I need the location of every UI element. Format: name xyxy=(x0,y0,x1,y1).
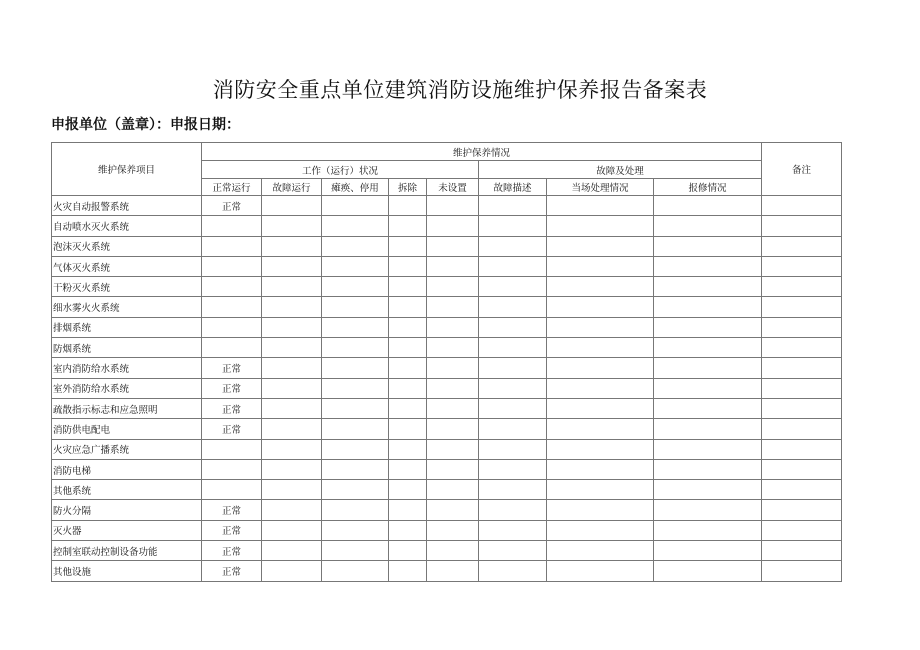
row-item-label: 排烟系统 xyxy=(52,317,202,337)
row-repair-cell xyxy=(654,439,762,459)
row-removed-cell xyxy=(389,419,427,439)
row-fault-description-cell xyxy=(479,358,547,378)
row-remark-cell xyxy=(762,236,842,256)
row-fault-operation-cell xyxy=(262,480,322,500)
row-remark-cell xyxy=(762,398,842,418)
row-fault-description-cell xyxy=(479,338,547,358)
row-removed-cell xyxy=(389,500,427,520)
row-fault-operation-cell xyxy=(262,541,322,561)
row-fault-description-cell xyxy=(479,541,547,561)
row-not-installed-cell xyxy=(427,459,479,479)
table-row xyxy=(52,277,842,297)
row-normal-operation-cell xyxy=(202,459,262,479)
row-not-installed-cell xyxy=(427,541,479,561)
row-onsite-handling-cell xyxy=(547,196,654,216)
col-paralyzed-disabled: 瘫痪、停用 xyxy=(322,179,389,196)
table-row xyxy=(52,196,842,216)
row-item-label: 火灾应急广播系统 xyxy=(52,439,202,459)
row-repair-cell xyxy=(654,358,762,378)
row-repair-cell xyxy=(654,216,762,236)
row-item-label: 火灾自动报警系统 xyxy=(52,196,202,216)
row-fault-operation-cell xyxy=(262,236,322,256)
row-not-installed-cell xyxy=(427,277,479,297)
row-normal-operation-cell: 正常 xyxy=(202,520,262,540)
row-onsite-handling-cell xyxy=(547,419,654,439)
row-repair-cell xyxy=(654,236,762,256)
table-row xyxy=(52,236,842,256)
col-not-installed: 未设置 xyxy=(427,179,479,196)
col-removed: 拆除 xyxy=(389,179,427,196)
row-onsite-handling-cell xyxy=(547,297,654,317)
row-item-label: 防烟系统 xyxy=(52,338,202,358)
row-not-installed-cell xyxy=(427,236,479,256)
row-removed-cell xyxy=(389,480,427,500)
row-not-installed-cell xyxy=(427,358,479,378)
row-repair-cell xyxy=(654,500,762,520)
row-fault-operation-cell xyxy=(262,216,322,236)
row-item-label: 室外消防给水系统 xyxy=(52,378,202,398)
applicant-line: 申报单位（盖章）：申报日期： xyxy=(51,117,240,133)
row-remark-cell xyxy=(762,419,842,439)
row-item-label: 其他系统 xyxy=(52,480,202,500)
row-normal-operation-cell: 正常 xyxy=(202,358,262,378)
row-item-label: 疏散指示标志和应急照明 xyxy=(52,398,202,418)
row-paralyzed-cell xyxy=(322,297,389,317)
row-repair-cell xyxy=(654,419,762,439)
row-not-installed-cell xyxy=(427,439,479,459)
row-remark-cell xyxy=(762,297,842,317)
row-fault-description-cell xyxy=(479,419,547,439)
table-row xyxy=(52,256,842,276)
row-onsite-handling-cell xyxy=(547,480,654,500)
row-fault-description-cell xyxy=(479,236,547,256)
row-remark-cell xyxy=(762,196,842,216)
row-fault-description-cell xyxy=(479,297,547,317)
table-row xyxy=(52,459,842,479)
row-item-label: 泡沫灭火系统 xyxy=(52,236,202,256)
row-onsite-handling-cell xyxy=(547,338,654,358)
row-removed-cell xyxy=(389,338,427,358)
table-row xyxy=(52,480,842,500)
row-onsite-handling-cell xyxy=(547,500,654,520)
table-row xyxy=(52,419,842,439)
row-normal-operation-cell xyxy=(202,297,262,317)
header-fault-handling: 故障及处理 xyxy=(479,161,762,179)
header-remark: 备注 xyxy=(762,143,842,196)
row-paralyzed-cell xyxy=(322,541,389,561)
header-maintenance-item: 维护保养项目 xyxy=(52,143,202,196)
table-row xyxy=(52,561,842,581)
row-paralyzed-cell xyxy=(322,358,389,378)
row-removed-cell xyxy=(389,561,427,581)
row-not-installed-cell xyxy=(427,520,479,540)
row-item-label: 干粉灭火系统 xyxy=(52,277,202,297)
row-repair-cell xyxy=(654,317,762,337)
row-remark-cell xyxy=(762,500,842,520)
row-onsite-handling-cell xyxy=(547,459,654,479)
row-repair-cell xyxy=(654,277,762,297)
row-normal-operation-cell xyxy=(202,256,262,276)
row-removed-cell xyxy=(389,256,427,276)
row-paralyzed-cell xyxy=(322,561,389,581)
row-remark-cell xyxy=(762,561,842,581)
row-not-installed-cell xyxy=(427,378,479,398)
header-maintenance-status: 维护保养情况 xyxy=(202,143,762,161)
row-normal-operation-cell: 正常 xyxy=(202,378,262,398)
row-remark-cell xyxy=(762,256,842,276)
row-item-label: 其他设施 xyxy=(52,561,202,581)
row-repair-cell xyxy=(654,561,762,581)
table-row xyxy=(52,216,842,236)
table-row xyxy=(52,358,842,378)
table-row xyxy=(52,439,842,459)
row-normal-operation-cell: 正常 xyxy=(202,398,262,418)
row-remark-cell xyxy=(762,378,842,398)
row-removed-cell xyxy=(389,196,427,216)
row-repair-cell xyxy=(654,338,762,358)
row-paralyzed-cell xyxy=(322,459,389,479)
row-fault-operation-cell xyxy=(262,459,322,479)
row-fault-operation-cell xyxy=(262,317,322,337)
row-paralyzed-cell xyxy=(322,419,389,439)
row-normal-operation-cell xyxy=(202,216,262,236)
row-repair-cell xyxy=(654,196,762,216)
row-repair-cell xyxy=(654,378,762,398)
row-paralyzed-cell xyxy=(322,520,389,540)
row-normal-operation-cell: 正常 xyxy=(202,419,262,439)
row-onsite-handling-cell xyxy=(547,561,654,581)
row-fault-operation-cell xyxy=(262,500,322,520)
row-repair-cell xyxy=(654,297,762,317)
row-removed-cell xyxy=(389,297,427,317)
row-onsite-handling-cell xyxy=(547,216,654,236)
row-paralyzed-cell xyxy=(322,256,389,276)
row-onsite-handling-cell xyxy=(547,541,654,561)
row-repair-cell xyxy=(654,541,762,561)
row-remark-cell xyxy=(762,520,842,540)
row-repair-cell xyxy=(654,398,762,418)
row-item-label: 灭火器 xyxy=(52,520,202,540)
row-normal-operation-cell: 正常 xyxy=(202,561,262,581)
row-onsite-handling-cell xyxy=(547,439,654,459)
row-paralyzed-cell xyxy=(322,480,389,500)
table-row xyxy=(52,317,842,337)
row-fault-operation-cell xyxy=(262,256,322,276)
header-work-status: 工作（运行）状况 xyxy=(202,161,479,179)
row-onsite-handling-cell xyxy=(547,378,654,398)
table-row xyxy=(52,338,842,358)
row-fault-operation-cell xyxy=(262,297,322,317)
table-row xyxy=(52,520,842,540)
row-fault-description-cell xyxy=(479,520,547,540)
row-item-label: 控制室联动控制设备功能 xyxy=(52,541,202,561)
row-fault-description-cell xyxy=(479,459,547,479)
col-fault-operation: 故障运行 xyxy=(262,179,322,196)
row-normal-operation-cell: 正常 xyxy=(202,500,262,520)
row-removed-cell xyxy=(389,520,427,540)
row-not-installed-cell xyxy=(427,561,479,581)
row-fault-description-cell xyxy=(479,196,547,216)
row-fault-description-cell xyxy=(479,398,547,418)
table-row xyxy=(52,297,842,317)
row-paralyzed-cell xyxy=(322,317,389,337)
table-row xyxy=(52,378,842,398)
row-fault-operation-cell xyxy=(262,439,322,459)
table-row xyxy=(52,500,842,520)
row-paralyzed-cell xyxy=(322,338,389,358)
row-removed-cell xyxy=(389,317,427,337)
row-repair-cell xyxy=(654,480,762,500)
row-remark-cell xyxy=(762,439,842,459)
row-normal-operation-cell xyxy=(202,338,262,358)
row-normal-operation-cell xyxy=(202,277,262,297)
row-not-installed-cell xyxy=(427,216,479,236)
table-row xyxy=(52,398,842,418)
row-paralyzed-cell xyxy=(322,236,389,256)
row-fault-operation-cell xyxy=(262,196,322,216)
row-paralyzed-cell xyxy=(322,216,389,236)
row-remark-cell xyxy=(762,541,842,561)
row-remark-cell xyxy=(762,480,842,500)
row-normal-operation-cell: 正常 xyxy=(202,541,262,561)
col-onsite-handling: 当场处理情况 xyxy=(547,179,654,196)
row-removed-cell xyxy=(389,358,427,378)
row-removed-cell xyxy=(389,277,427,297)
row-fault-operation-cell xyxy=(262,520,322,540)
row-item-label: 气体灭火系统 xyxy=(52,256,202,276)
row-removed-cell xyxy=(389,378,427,398)
row-item-label: 室内消防给水系统 xyxy=(52,358,202,378)
row-fault-operation-cell xyxy=(262,378,322,398)
row-removed-cell xyxy=(389,459,427,479)
row-not-installed-cell xyxy=(427,317,479,337)
row-fault-description-cell xyxy=(479,378,547,398)
row-paralyzed-cell xyxy=(322,398,389,418)
row-item-label: 消防供电配电 xyxy=(52,419,202,439)
row-not-installed-cell xyxy=(427,297,479,317)
row-not-installed-cell xyxy=(427,419,479,439)
row-not-installed-cell xyxy=(427,196,479,216)
row-not-installed-cell xyxy=(427,480,479,500)
row-onsite-handling-cell xyxy=(547,236,654,256)
row-fault-description-cell xyxy=(479,256,547,276)
row-not-installed-cell xyxy=(427,338,479,358)
row-fault-operation-cell xyxy=(262,561,322,581)
row-fault-description-cell xyxy=(479,480,547,500)
row-normal-operation-cell xyxy=(202,480,262,500)
row-removed-cell xyxy=(389,236,427,256)
row-remark-cell xyxy=(762,358,842,378)
row-fault-operation-cell xyxy=(262,338,322,358)
document-title: 消防安全重点单位建筑消防设施维护保养报告备案表 xyxy=(212,78,708,102)
row-paralyzed-cell xyxy=(322,378,389,398)
row-not-installed-cell xyxy=(427,256,479,276)
row-removed-cell xyxy=(389,439,427,459)
row-onsite-handling-cell xyxy=(547,398,654,418)
row-fault-description-cell xyxy=(479,500,547,520)
row-paralyzed-cell xyxy=(322,439,389,459)
row-fault-operation-cell xyxy=(262,419,322,439)
row-not-installed-cell xyxy=(427,398,479,418)
row-repair-cell xyxy=(654,459,762,479)
row-fault-description-cell xyxy=(479,216,547,236)
row-fault-description-cell xyxy=(479,317,547,337)
row-remark-cell xyxy=(762,216,842,236)
row-paralyzed-cell xyxy=(322,500,389,520)
row-remark-cell xyxy=(762,338,842,358)
row-fault-description-cell xyxy=(479,277,547,297)
row-onsite-handling-cell xyxy=(547,358,654,378)
row-fault-description-cell xyxy=(479,561,547,581)
col-repair-report: 报修情况 xyxy=(654,179,762,196)
row-remark-cell xyxy=(762,277,842,297)
row-fault-description-cell xyxy=(479,439,547,459)
row-removed-cell xyxy=(389,216,427,236)
row-item-label: 自动喷水灭火系统 xyxy=(52,216,202,236)
row-item-label: 消防电梯 xyxy=(52,459,202,479)
row-item-label: 防火分隔 xyxy=(52,500,202,520)
row-normal-operation-cell xyxy=(202,439,262,459)
row-onsite-handling-cell xyxy=(547,277,654,297)
row-fault-operation-cell xyxy=(262,277,322,297)
row-not-installed-cell xyxy=(427,500,479,520)
row-onsite-handling-cell xyxy=(547,520,654,540)
row-removed-cell xyxy=(389,398,427,418)
col-normal-operation: 正常运行 xyxy=(202,179,262,196)
row-fault-operation-cell xyxy=(262,358,322,378)
row-remark-cell xyxy=(762,317,842,337)
row-paralyzed-cell xyxy=(322,277,389,297)
row-repair-cell xyxy=(654,256,762,276)
row-onsite-handling-cell xyxy=(547,317,654,337)
row-normal-operation-cell: 正常 xyxy=(202,196,262,216)
row-paralyzed-cell xyxy=(322,196,389,216)
row-fault-operation-cell xyxy=(262,398,322,418)
row-normal-operation-cell xyxy=(202,317,262,337)
row-removed-cell xyxy=(389,541,427,561)
row-onsite-handling-cell xyxy=(547,256,654,276)
row-item-label: 细水雾火火系统 xyxy=(52,297,202,317)
row-repair-cell xyxy=(654,520,762,540)
col-fault-description: 故障描述 xyxy=(479,179,547,196)
row-normal-operation-cell xyxy=(202,236,262,256)
row-remark-cell xyxy=(762,459,842,479)
table-row xyxy=(52,541,842,561)
maintenance-report-table xyxy=(51,142,842,582)
